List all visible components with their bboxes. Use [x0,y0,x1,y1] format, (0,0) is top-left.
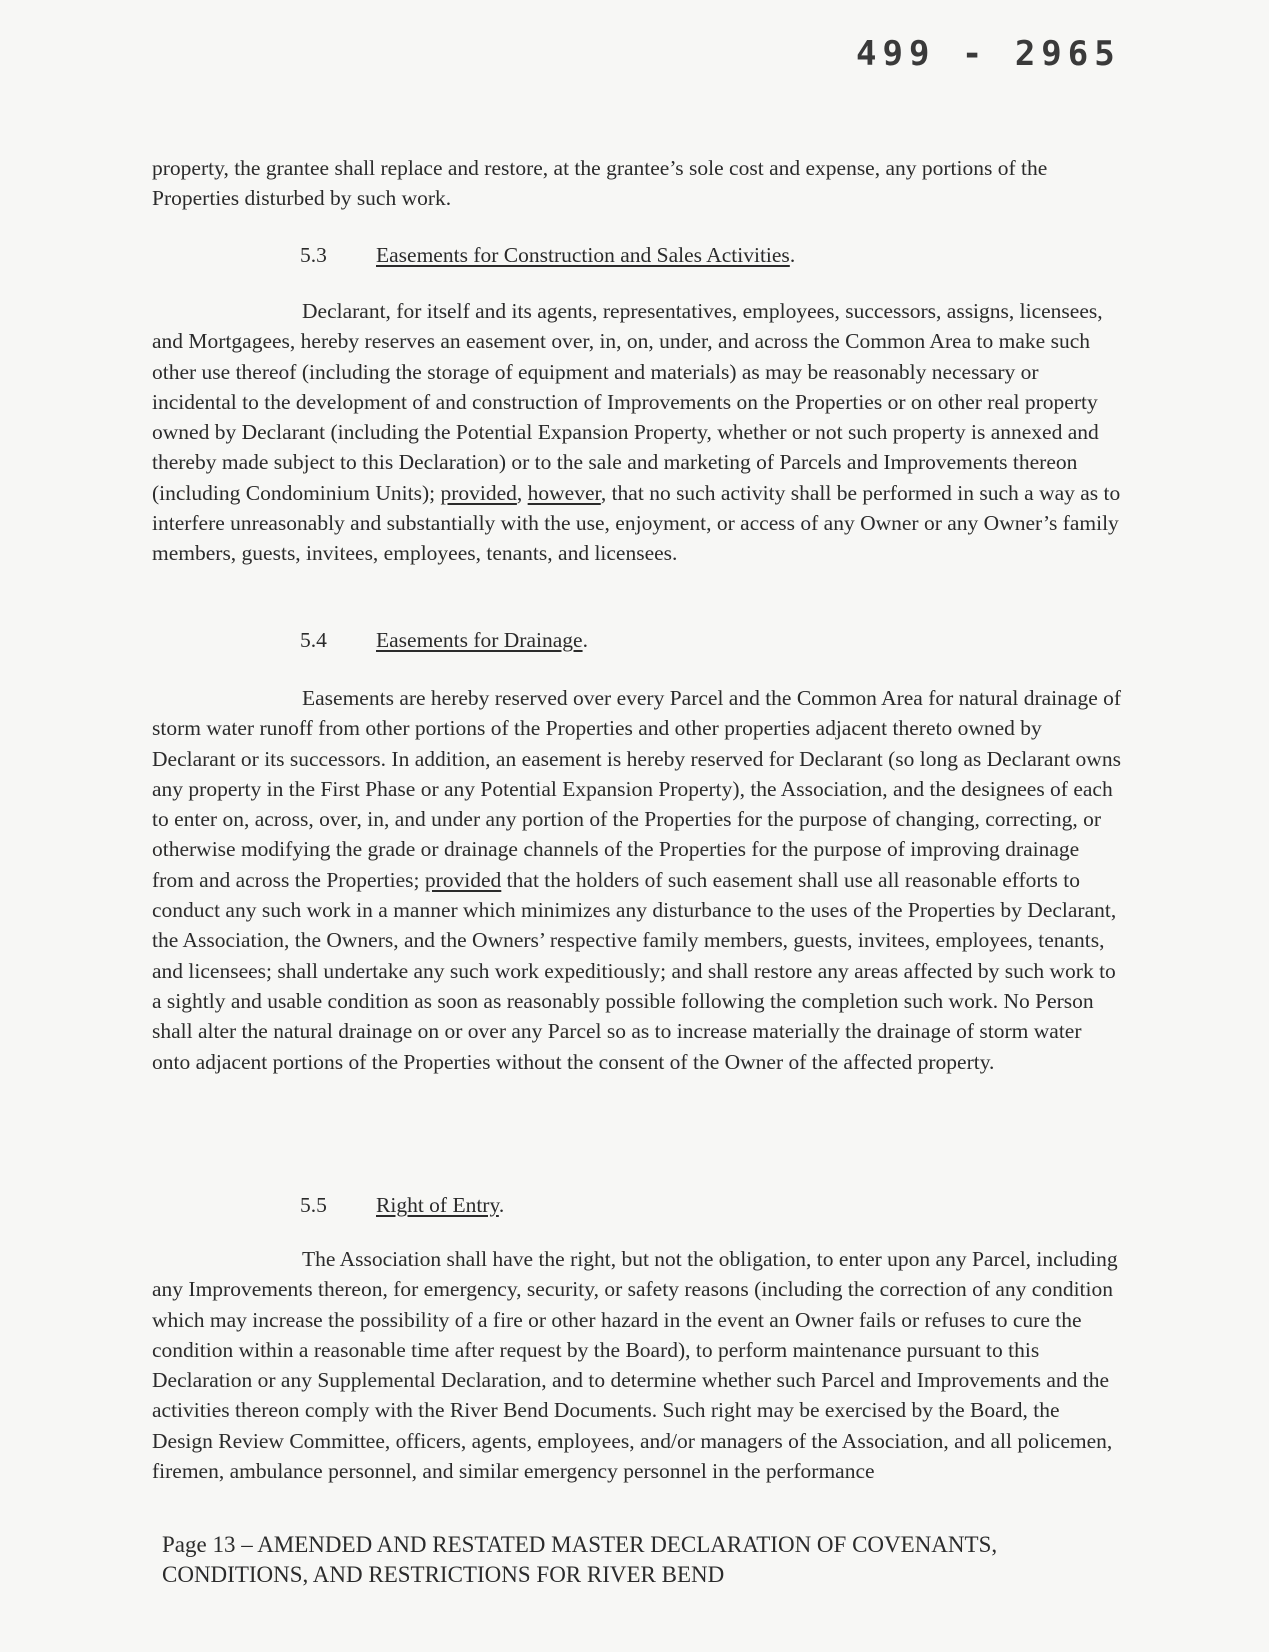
section-title-suffix: . [582,628,588,652]
underlined-term-provided: provided [424,867,502,892]
continuation-paragraph: property, the grantee shall replace and restore, at the grantee’s sole cost and expense, any portions of the Properties disturbed by such work. [152,156,1048,211]
paragraph-text: , [516,480,528,505]
section-title: Easements for Drainage [376,628,583,652]
section-number: 5.4 [300,628,327,652]
paragraph-text: that the holders of such easement shall use all reasonable efforts to conduct any such work in a manner which minimizes any disturbance to the uses of the Properties by Declarant, the Association, the Owners, and the Owners’ respective family members, guests, invitees, employees, tenants, and licensees; shall undertake any such work expeditiously; and shall restore any areas affected by such work to a sightly and usable condition as soon as reasonably possible following the completion such work. No Person shall alter the natural drainage on or over any Parcel so as to increase materially the drainage of storm water onto adjacent portions of the Properties without the consent of the Owner of the affected property. [152,867,1117,1074]
section-5-5-heading [300,1190,504,1220]
page-footer: Page 13 – AMENDED AND RESTATED MASTER DECLARATION OF COVENANTS, CONDITIONS, AND RESTRICTIONS FOR RIVER BEND [162,1532,998,1587]
section-5-3-heading [300,240,795,270]
paragraph-text: Easements are hereby reserved over every Parcel and the Common Area for natural drainage of storm water runoff from other portions of the Properties and other properties adjacent thereto owned by Declarant or its successors. In addition, an easement is hereby reserved for Declarant (so long as Declarant owns any property in the First Phase or any Potential Expansion Property), the Association, and the designees of each to enter on, across, over, in, and under any portion of the Properties for the purpose of changing, correcting, or otherwise modifying the grade or drainage channels of the Properties for the purpose of improving drainage from and across the Properties; [152,686,1122,892]
section-title-suffix: . [789,243,796,267]
paragraph-text: Declarant, for itself and its agents, representatives, employees, successors, assigns, licensees, and Mortgagees, hereby reserves an easement over, in, on, under, and across the Common Area to make such other use thereof (including the storage of equipment and materials) as may be reasonably necessary or incidental to the development of and construction of Improvements on the Properties or on other real property owned by Declarant (including the Potential Expansion Property, whether or not such property is annexed and thereby made subject to this Declaration) or to the sale and marketing of Parcels and Improvements thereon (including Condominium Units); [152,299,1103,505]
section-title: Easements for Construction and Sales Activities [376,243,790,267]
section-5-4-heading [300,625,588,655]
section-5-4-paragraph [152,683,1122,1077]
section-title: Right of Entry [376,1193,499,1217]
underlined-term-however: however [527,480,601,505]
section-5-3-paragraph [152,296,1122,569]
paragraph-text: The Association shall have the right, but not the obligation, to enter upon any Parcel, including any Improvements thereon, for emergency, security, or safety reasons (including the correction of any condition which may increase the possibility of a fire or other hazard in the event an Owner fails or refuses to cure the condition within a reasonable time after request by the Board), to perform maintenance pursuant to this Declaration or any Supplemental Declaration, and to determine whether such Parcel and Improvements and the activities thereon comply with the River Bend Documents. Such right may be exercised by the Board, the Design Review Committee, officers, agents, employees, and/or managers of the Association, and all policemen, firemen, ambulance personnel, and similar emergency personnel in the performance [152,1247,1118,1484]
section-5-5-paragraph [152,1244,1122,1486]
paragraph-text: , that no such activity shall be performed in such a way as to interfere unreasonably and substantially with the use, enjoyment, or access of any Owner or any Owner’s family members, guests, invitees, employees, tenants, and licensees. [152,480,1121,566]
section-title-suffix: . [498,1193,505,1217]
recording-stamp: 499 - 2965 [856,34,1121,74]
section-number: 5.5 [300,1193,327,1217]
section-number: 5.3 [300,243,327,267]
underlined-term-provided: provided [440,480,517,505]
